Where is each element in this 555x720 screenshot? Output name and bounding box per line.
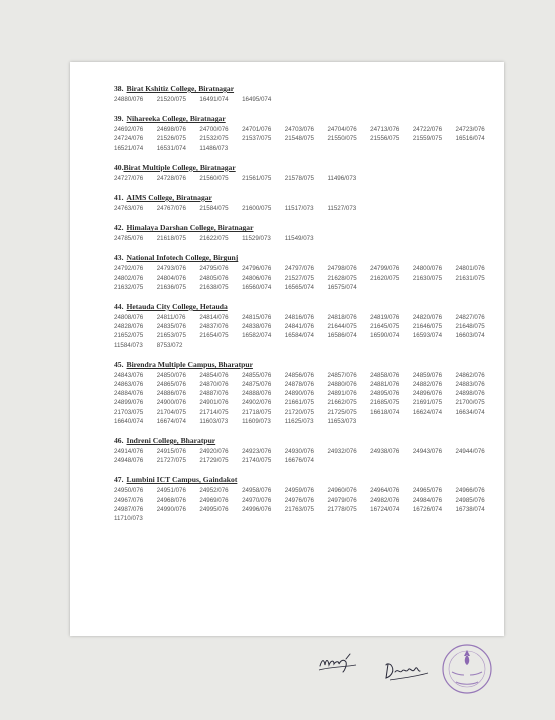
registration-number: 24958/076 (242, 487, 272, 495)
college-name: Hetauda City College, Hetauda (126, 302, 228, 312)
registration-number: 24995/076 (199, 505, 229, 513)
registration-number: 24951/076 (156, 487, 186, 495)
registration-number: 24880/076 (327, 381, 357, 389)
registration-number: 24930/076 (284, 448, 314, 456)
registration-number: 24704/076 (327, 126, 357, 134)
registration-number: 21661/075 (284, 399, 314, 407)
college-number: 38. (114, 84, 124, 93)
registration-number: 21559/075 (412, 135, 443, 143)
registration-list (114, 204, 499, 213)
registration-number: 11609/073 (242, 417, 271, 425)
college-name: Birendra Multiple Campus, Bharatpur (126, 359, 253, 369)
registration-number: 16603/074 (455, 332, 485, 340)
registration-number: 16575/074 (327, 283, 357, 291)
registration-number: 24990/076 (156, 505, 186, 513)
college-section (114, 193, 502, 213)
college-name: Birat Kshitiz College, Biratnagar (126, 84, 235, 93)
registration-number: 24902/076 (242, 399, 272, 407)
registration-number: 21700/075 (455, 399, 485, 407)
registration-number: 24805/076 (199, 274, 229, 282)
registration-number: 24804/076 (156, 274, 186, 282)
registration-number: 24888/076 (242, 390, 272, 398)
registration-number: 16560/074 (242, 283, 272, 291)
college-section (114, 360, 502, 426)
registration-number: 24865/076 (156, 381, 186, 389)
registration-number: 24938/076 (370, 448, 400, 456)
registration-number: 24855/076 (242, 371, 272, 379)
registration-number: 16582/074 (242, 332, 272, 340)
registration-number: 24859/076 (412, 371, 443, 379)
college-name: Nihareeka College, Biratnagar (126, 114, 226, 124)
registration-number: 16738/074 (455, 505, 485, 513)
registration-number: 24856/076 (284, 371, 314, 379)
registration-number: 24950/076 (114, 487, 144, 495)
registration-number: 24796/076 (242, 265, 272, 273)
document-page (70, 62, 504, 636)
registration-number: 16586/074 (327, 332, 357, 340)
registration-number: 16676/074 (284, 457, 314, 465)
registration-number: 21718/075 (242, 408, 272, 416)
college-number: 44. (114, 302, 124, 312)
college-name: AIMS College, Biratnagar (126, 193, 212, 203)
registration-number: 21550/075 (327, 135, 357, 143)
registration-number: 24883/076 (455, 381, 485, 389)
registration-number: 24692/076 (114, 126, 144, 134)
registration-number: 21632/075 (114, 283, 144, 291)
registration-number: 21703/075 (114, 408, 144, 416)
registration-number: 21662/075 (327, 399, 357, 407)
registration-number: 11527/073 (327, 205, 357, 213)
registration-number: 21620/075 (370, 274, 400, 282)
registration-number: 21685/075 (370, 399, 400, 407)
registration-number: 24960/076 (327, 487, 357, 495)
registration-number: 16491/074 (199, 96, 229, 103)
college-section (114, 302, 502, 350)
college-heading (114, 193, 502, 202)
registration-number: 11625/073 (284, 417, 314, 425)
registration-number: 16726/074 (412, 505, 443, 513)
registration-number: 24713/076 (370, 126, 400, 134)
registration-number: 21725/075 (327, 408, 357, 416)
registration-number: 21636/075 (156, 283, 186, 291)
registration-number: 24703/076 (284, 126, 314, 134)
registration-number: 16618/074 (370, 408, 400, 416)
registration-number: 11529/073 (242, 235, 271, 243)
official-seal (440, 642, 494, 696)
registration-number: 24767/076 (156, 205, 186, 213)
registration-number: 24798/076 (327, 265, 357, 273)
registration-number: 24887/076 (199, 390, 229, 398)
signature-one (316, 650, 372, 676)
registration-number: 24996/076 (242, 505, 272, 513)
college-number: 47. (114, 475, 124, 485)
college-heading (114, 475, 502, 484)
registration-number: 11710/073 (114, 515, 143, 523)
college-heading (114, 253, 502, 262)
registration-number: 21526/075 (156, 135, 186, 143)
registration-number: 24896/076 (412, 390, 443, 398)
registration-number: 16516/074 (455, 135, 485, 143)
registration-number: 16624/074 (412, 408, 443, 416)
registration-number: 16584/074 (284, 332, 314, 340)
registration-number: 24841/076 (284, 323, 314, 331)
registration-number: 24800/076 (412, 265, 443, 273)
registration-number: 24763/076 (114, 205, 144, 213)
registration-number: 24920/076 (199, 448, 229, 456)
registration-list (114, 447, 499, 465)
registration-number: 24814/076 (199, 314, 229, 322)
registration-number: 24816/076 (284, 314, 314, 322)
registration-number: 24863/076 (114, 381, 144, 389)
registration-number: 8753/072 (156, 341, 183, 349)
registration-number: 24811/076 (156, 314, 186, 322)
registration-number: 24854/076 (199, 371, 229, 379)
college-heading (114, 223, 502, 232)
registration-number: 24964/076 (370, 487, 400, 495)
registration-list (114, 125, 499, 153)
registration-number: 11517/073 (284, 205, 314, 213)
college-number: 43. (114, 253, 124, 263)
registration-number: 21631/075 (455, 274, 485, 282)
registration-number: 24808/076 (114, 314, 144, 322)
registration-number: 24724/076 (114, 135, 144, 143)
registration-number: 21560/075 (199, 174, 229, 182)
registration-number: 24979/076 (327, 496, 357, 504)
registration-number: 24914/076 (114, 448, 144, 456)
registration-number: 21618/075 (156, 235, 186, 243)
registration-number: 24802/076 (114, 274, 144, 282)
registration-number: 24880/076 (114, 96, 144, 103)
registration-number: 11486/073 (199, 144, 229, 152)
registration-number: 24882/076 (412, 381, 443, 389)
registration-number: 24700/076 (199, 126, 229, 134)
registration-number: 24968/076 (156, 496, 186, 504)
registration-number: 24969/076 (199, 496, 229, 504)
registration-number: 24923/076 (242, 448, 272, 456)
registration-number: 21600/075 (242, 205, 272, 213)
college-number: 40. (114, 162, 124, 172)
registration-number: 24985/076 (455, 496, 485, 504)
registration-number: 24806/076 (242, 274, 272, 282)
registration-number: 24793/076 (156, 265, 186, 273)
registration-number: 16640/074 (114, 417, 144, 425)
college-number: 39. (114, 114, 124, 124)
registration-number: 21704/075 (156, 408, 186, 416)
registration-number: 16634/074 (455, 408, 485, 416)
registration-number: 21628/075 (327, 274, 357, 282)
registration-number: 24884/076 (114, 390, 144, 398)
registration-number: 21622/075 (199, 235, 229, 243)
registration-number: 21691/075 (412, 399, 443, 407)
registration-number: 21763/075 (284, 505, 314, 513)
registration-number: 11496/073 (327, 174, 357, 182)
registration-number: 16521/074 (114, 144, 144, 152)
registration-number: 21714/075 (199, 408, 229, 416)
registration-list (114, 174, 499, 183)
registration-number: 21740/075 (242, 457, 272, 465)
college-section (114, 436, 502, 465)
registration-number: 16565/074 (284, 283, 314, 291)
college-number: 45. (114, 359, 124, 369)
college-name: Himalaya Darshan College, Biratnagar (126, 223, 254, 233)
registration-number: 16531/074 (156, 144, 186, 152)
college-number: 42. (114, 223, 124, 233)
registration-number: 24858/076 (370, 371, 400, 379)
registration-number: 24900/076 (156, 399, 186, 407)
college-section (114, 163, 502, 183)
registration-number: 24970/076 (242, 496, 272, 504)
college-section (114, 223, 502, 243)
registration-list (114, 486, 499, 523)
registration-number: 21654/075 (199, 332, 229, 340)
registration-number: 16590/074 (370, 332, 400, 340)
registration-number: 24959/076 (284, 487, 314, 495)
college-name: Lumbini ICT Campus, Gaindakot (126, 475, 238, 485)
registration-number: 24984/076 (412, 496, 443, 504)
registration-number: 24943/076 (412, 448, 443, 456)
registration-number: 24785/076 (114, 235, 144, 243)
registration-number: 24881/076 (370, 381, 400, 389)
registration-number: 21638/075 (199, 283, 229, 291)
registration-number: 24819/076 (370, 314, 400, 322)
registration-number: 11584/073 (114, 341, 143, 349)
registration-number: 24901/076 (199, 399, 229, 407)
registration-number: 21729/075 (199, 457, 229, 465)
registration-number: 24818/076 (327, 314, 357, 322)
registration-number: 21630/075 (412, 274, 443, 282)
registration-number: 21778/075 (327, 505, 357, 513)
registration-number: 24875/076 (242, 381, 272, 389)
registration-number: 16495/074 (242, 96, 272, 103)
registration-number: 24801/076 (455, 265, 485, 273)
registration-number: 24827/076 (455, 314, 485, 322)
registration-number: 24932/076 (327, 448, 357, 456)
registration-number: 21584/075 (199, 205, 229, 213)
registration-number: 11549/073 (284, 235, 314, 243)
registration-number: 21520/075 (156, 96, 186, 103)
registration-list (114, 371, 499, 426)
registration-number: 24843/076 (114, 371, 144, 379)
college-number: 41. (114, 193, 124, 203)
registration-number: 24891/076 (327, 390, 357, 398)
registration-number: 24850/076 (156, 371, 186, 379)
registration-number: 24987/076 (114, 505, 144, 513)
registration-number: 24701/076 (242, 126, 272, 134)
registration-number: 24727/076 (114, 174, 144, 182)
registration-number: 24795/076 (199, 265, 229, 273)
registration-number: 24728/076 (156, 174, 186, 182)
registration-number: 24698/076 (156, 126, 186, 134)
college-name: Indreni College, Bharatpur (126, 436, 216, 446)
registration-number: 11653/073 (327, 417, 357, 425)
registration-number: 24878/076 (284, 381, 314, 389)
registration-number: 21652/075 (114, 332, 144, 340)
college-section (114, 84, 502, 104)
registration-number: 11603/073 (199, 417, 229, 425)
registration-number: 24944/076 (455, 448, 485, 456)
registration-number: 16593/074 (412, 332, 443, 340)
registration-number: 24952/076 (199, 487, 229, 495)
college-heading (114, 114, 502, 123)
college-name: National Infotech College, Birgunj (126, 253, 239, 263)
registration-number: 21532/075 (199, 135, 229, 143)
registration-number: 21653/075 (156, 332, 186, 340)
registration-list (114, 313, 499, 350)
registration-number: 24723/076 (455, 126, 485, 134)
registration-number: 21644/075 (327, 323, 357, 331)
college-name: Birat Multiple College, Biratnagar (123, 162, 236, 172)
registration-number: 24815/076 (242, 314, 272, 322)
registration-number: 24792/076 (114, 265, 144, 273)
registration-number: 24967/076 (114, 496, 144, 504)
registration-number: 24899/076 (114, 399, 144, 407)
registration-list (114, 95, 499, 104)
college-section (114, 475, 502, 523)
registration-number: 24857/076 (327, 371, 357, 379)
college-section (114, 114, 502, 153)
registration-number: 24982/076 (370, 496, 400, 504)
registration-number: 24862/076 (455, 371, 485, 379)
college-heading (114, 360, 502, 369)
registration-number: 21648/075 (455, 323, 485, 331)
registration-number: 24797/076 (284, 265, 314, 273)
registration-number: 24799/076 (370, 265, 400, 273)
registration-number: 24915/076 (156, 448, 186, 456)
registration-number: 24835/076 (156, 323, 186, 331)
registration-number: 24898/076 (455, 390, 485, 398)
registration-number: 24820/076 (412, 314, 443, 322)
registration-number: 21527/075 (284, 274, 314, 282)
college-number: 46. (114, 436, 124, 446)
registration-number: 21578/075 (284, 174, 314, 182)
registration-number: 21645/075 (370, 323, 400, 331)
registration-number: 24948/076 (114, 457, 144, 465)
registration-number: 21561/075 (242, 174, 272, 182)
registration-number: 21548/075 (284, 135, 314, 143)
registration-number: 21556/075 (370, 135, 400, 143)
registration-number: 24895/076 (370, 390, 400, 398)
registration-number: 24890/076 (284, 390, 314, 398)
registration-number: 21646/075 (412, 323, 443, 331)
college-list (114, 84, 502, 533)
college-heading (114, 163, 502, 172)
registration-number: 24828/076 (114, 323, 144, 331)
college-heading (114, 302, 502, 311)
registration-list (114, 234, 499, 243)
registration-number: 24838/076 (242, 323, 272, 331)
registration-list (114, 264, 499, 292)
college-heading (114, 436, 502, 445)
registration-number: 21537/075 (242, 135, 272, 143)
registration-number: 24976/076 (284, 496, 314, 504)
signature-two (382, 660, 438, 684)
registration-number: 24886/076 (156, 390, 186, 398)
registration-number: 24722/076 (412, 126, 443, 134)
registration-number: 16724/074 (370, 505, 400, 513)
registration-number: 24966/076 (455, 487, 485, 495)
registration-number: 24837/076 (199, 323, 229, 331)
registration-number: 24870/076 (199, 381, 229, 389)
registration-number: 24965/076 (412, 487, 443, 495)
college-heading (114, 84, 502, 93)
registration-number: 21727/075 (156, 457, 186, 465)
registration-number: 21720/075 (284, 408, 314, 416)
registration-number: 16674/074 (156, 417, 186, 425)
college-section (114, 253, 502, 292)
